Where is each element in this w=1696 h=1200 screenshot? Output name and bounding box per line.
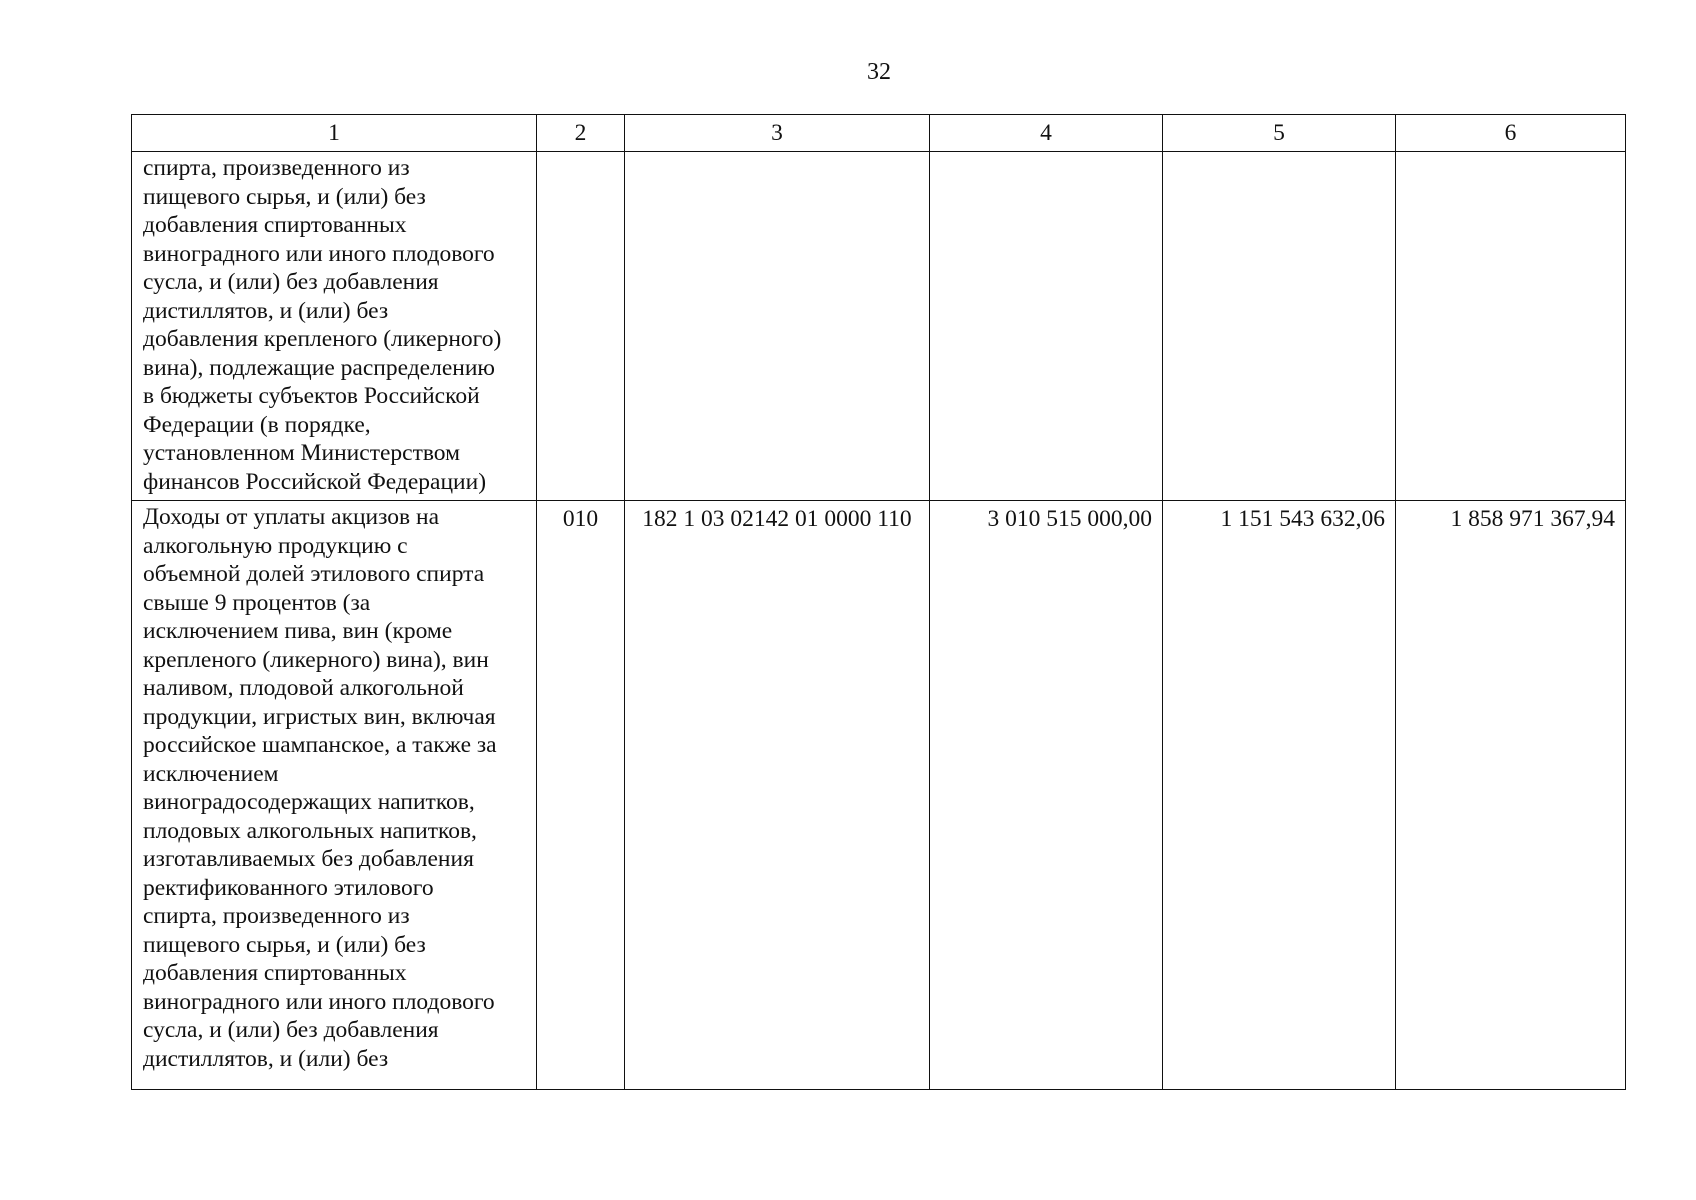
description-line: спирта, произведенного из bbox=[143, 155, 410, 181]
description-line: Доходы от уплаты акцизов на bbox=[143, 504, 440, 530]
description-line: свыше 9 процентов (за bbox=[143, 589, 371, 616]
description-line: исключением пива, вин (кроме bbox=[143, 618, 453, 644]
description-line: объемной долей этилового спирта bbox=[143, 561, 485, 587]
executed-amount-cell: 1 151 543 632,06 bbox=[1163, 501, 1396, 1090]
executed-amount-cell bbox=[1163, 152, 1396, 501]
line-code-cell bbox=[537, 152, 625, 501]
page-number: 32 bbox=[867, 59, 891, 85]
description-line: дистиллятов, и (или) без bbox=[143, 297, 389, 324]
description-line: алкогольную продукцию с bbox=[143, 532, 408, 559]
approved-amount-cell: 3 010 515 000,00 bbox=[930, 501, 1163, 1090]
budget-table bbox=[131, 114, 1626, 1090]
approved-amount-cell bbox=[930, 152, 1163, 501]
budget-classification-code-cell: 182 1 03 02142 01 0000 110 bbox=[625, 501, 930, 1090]
description-line: Федерации (в порядке, bbox=[143, 411, 371, 438]
description-line: сусла, и (или) без добавления bbox=[143, 269, 439, 295]
description-line: продукции, игристых вин, включая bbox=[143, 703, 496, 730]
description-line: крепленого (ликерного) вина), вин bbox=[143, 646, 489, 673]
description-line: спирта, произведенного из bbox=[143, 903, 410, 929]
column-header: 5 bbox=[1163, 115, 1396, 152]
description-line: виноградосодержащих напитков, bbox=[143, 789, 475, 815]
table-row bbox=[132, 501, 1626, 1090]
description-line: добавления спиртованных bbox=[143, 212, 407, 238]
table-header-row bbox=[132, 115, 1626, 152]
description-line: изготавливаемых без добавления bbox=[143, 846, 474, 872]
column-header: 6 bbox=[1396, 115, 1626, 152]
line-code-cell: 010 bbox=[537, 501, 625, 1090]
description-line: пищевого сырья, и (или) без bbox=[143, 183, 426, 210]
description-line: российское шампанское, а также за bbox=[143, 732, 497, 758]
description-cell bbox=[132, 152, 537, 501]
description-line: дистиллятов, и (или) без bbox=[143, 1045, 389, 1072]
description-line: плодовых алкогольных напитков, bbox=[143, 817, 477, 844]
description-line: пищевого сырья, и (или) без bbox=[143, 931, 426, 958]
column-header: 3 bbox=[625, 115, 930, 152]
not-executed-amount-cell: 1 858 971 367,94 bbox=[1396, 501, 1626, 1090]
not-executed-amount-cell bbox=[1396, 152, 1626, 501]
description-line: добавления крепленого (ликерного) bbox=[143, 326, 502, 352]
budget-classification-code-cell bbox=[625, 152, 930, 501]
description-line: финансов Российской Федерации) bbox=[143, 468, 487, 495]
column-header: 4 bbox=[930, 115, 1163, 152]
description-line: ректификованного этилового bbox=[143, 874, 434, 901]
description-line: наливом, плодовой алкогольной bbox=[143, 675, 464, 701]
description-cell bbox=[132, 501, 537, 1090]
description-line: установленном Министерством bbox=[143, 440, 460, 466]
description-line: сусла, и (или) без добавления bbox=[143, 1017, 439, 1043]
description-line: виноградного или иного плодового bbox=[143, 988, 495, 1015]
column-header: 1 bbox=[132, 115, 537, 152]
column-header: 2 bbox=[537, 115, 625, 152]
description-line: виноградного или иного плодового bbox=[143, 240, 495, 267]
description-line: в бюджеты субъектов Российской bbox=[143, 383, 480, 409]
table-row bbox=[132, 152, 1626, 501]
description-line: вина), подлежащие распределению bbox=[143, 354, 495, 381]
description-line: добавления спиртованных bbox=[143, 960, 407, 986]
description-line: исключением bbox=[143, 760, 279, 787]
